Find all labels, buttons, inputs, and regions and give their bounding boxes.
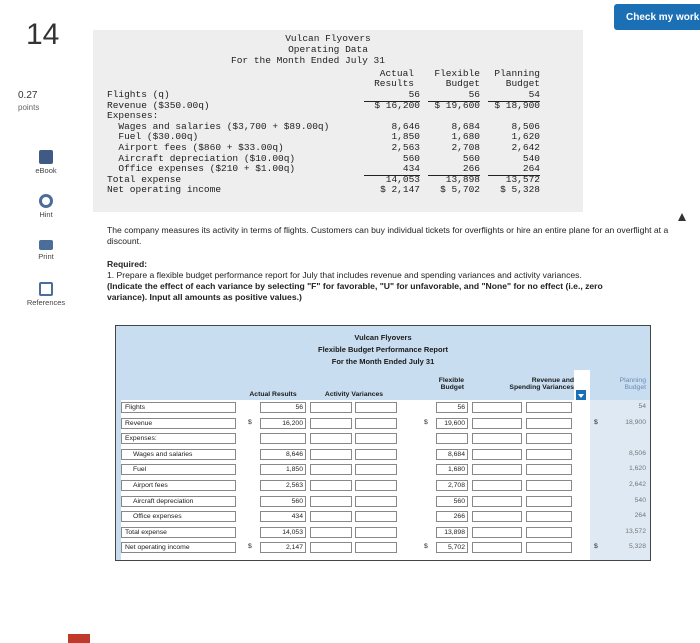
variance-input-field[interactable] — [310, 402, 352, 413]
operating-row-label: Aircraft depreciation ($10.00q) — [107, 152, 296, 164]
flexible-budget-field[interactable]: 8,684 — [436, 449, 468, 460]
planning-budget-value: 13,572 — [625, 527, 646, 535]
report-row-label[interactable]: Total expense — [121, 527, 236, 538]
col-plan-line-1: Planning — [619, 377, 646, 384]
variance-input-field[interactable] — [310, 542, 352, 553]
variance-input-field[interactable] — [472, 402, 522, 413]
variance-input-field[interactable] — [355, 511, 397, 522]
label-column-header — [116, 370, 238, 400]
col-revenue-spending — [470, 370, 574, 400]
hint-link[interactable] — [18, 194, 74, 219]
col-flex-line-2: Budget — [440, 384, 464, 391]
points-label: points — [18, 103, 40, 112]
variance-input-field[interactable] — [472, 480, 522, 491]
operating-value-plan: 13,572 — [505, 173, 540, 185]
col-plan-line-2: Budget — [624, 384, 646, 391]
points-display — [18, 90, 39, 114]
actual-results-field[interactable]: 2,563 — [260, 480, 306, 491]
planning-budget-value: 5,328 — [628, 543, 646, 551]
variance-input-field[interactable] — [310, 496, 352, 507]
variance-input-field[interactable] — [310, 511, 352, 522]
flexible-budget-field[interactable]: 13,898 — [436, 527, 468, 538]
check-my-work-button[interactable]: Check my work — [614, 4, 700, 30]
required-heading: Required: — [107, 259, 148, 269]
variance-input-field[interactable] — [472, 511, 522, 522]
variance-input-field[interactable] — [355, 496, 397, 507]
actual-results-field[interactable]: 1,850 — [260, 464, 306, 475]
operating-title: Operating Data — [288, 44, 368, 55]
flexible-budget-field[interactable]: 560 — [436, 496, 468, 507]
planning-budget-value: 8,506 — [628, 449, 646, 457]
currency-symbol: $ — [424, 418, 428, 426]
references-icon — [39, 282, 53, 296]
variance-input-field[interactable] — [355, 464, 397, 475]
operating-value-flex: $ 5,702 — [440, 184, 480, 196]
actual-results-field[interactable]: 16,200 — [260, 418, 306, 429]
report-row-label[interactable]: Fuel — [121, 464, 236, 475]
currency-symbol: $ — [248, 543, 252, 551]
question-number: 14 — [26, 18, 60, 51]
brand-logo — [68, 634, 90, 643]
operating-value-actual: $ 16,200 — [374, 99, 420, 111]
actual-results-field[interactable]: 560 — [260, 496, 306, 507]
flexible-budget-field[interactable]: 56 — [436, 402, 468, 413]
operating-value-plan: 264 — [488, 164, 540, 176]
col-rev-line-1: Revenue and — [531, 377, 574, 384]
variance-input-field[interactable] — [526, 449, 572, 460]
flexible-budget-field[interactable]: 19,600 — [436, 418, 468, 429]
variance-input-field[interactable] — [472, 418, 522, 429]
operating-value-flex: 8,684 — [451, 120, 480, 132]
currency-symbol: $ — [594, 543, 598, 551]
flexible-budget-field[interactable]: 2,708 — [436, 480, 468, 491]
operating-value-actual: 2,563 — [391, 142, 420, 153]
operating-row-label: Fuel ($30.00q) — [107, 131, 199, 143]
variance-input-field[interactable] — [472, 449, 522, 460]
col-flex-1: Flexible — [434, 68, 480, 79]
ebook-label: eBook — [35, 166, 57, 175]
operating-value-flex: 2,708 — [451, 142, 480, 153]
variance-input-field[interactable] — [472, 433, 522, 444]
report-row-label[interactable]: Wages and salaries — [121, 449, 236, 460]
variance-input-field[interactable] — [310, 418, 352, 429]
report-row-label[interactable]: Flights — [121, 402, 236, 413]
flexible-budget-field[interactable]: 1,680 — [436, 464, 468, 475]
report-row-label[interactable]: Office expenses — [121, 511, 236, 522]
col-plan-1: Planning — [494, 68, 540, 79]
variance-input-field[interactable] — [472, 527, 522, 538]
operating-value-flex: 56 — [428, 90, 480, 102]
report-row-label[interactable]: Net operating income — [121, 542, 236, 553]
planning-budget-value: 18,900 — [625, 418, 646, 426]
operating-row-label: Office expenses ($210 + $1.00q) — [107, 163, 296, 175]
print-link[interactable] — [18, 238, 74, 261]
operating-period: For the Month Ended July 31 — [231, 55, 385, 66]
currency-symbol: $ — [248, 418, 252, 426]
planning-budget-value: 2,642 — [628, 481, 646, 488]
operating-row-label: Expenses: — [107, 110, 159, 122]
report-row-label[interactable]: Expenses: — [121, 433, 236, 444]
actual-results-field[interactable]: 56 — [260, 402, 306, 413]
col-plan-2: Budget — [505, 78, 540, 89]
currency-symbol: $ — [424, 543, 428, 551]
variance-input-field[interactable] — [526, 511, 572, 522]
planning-budget-value: 54 — [638, 403, 646, 410]
actual-results-field[interactable]: 2,147 — [260, 542, 306, 553]
operating-value-actual: 14,053 — [385, 173, 420, 185]
operating-company: Vulcan Flyovers — [285, 33, 371, 44]
print-label: Print — [38, 252, 54, 261]
planning-budget-value: 540 — [634, 496, 646, 504]
required-instruction-1: 1. Prepare a flexible budget performance report for July that includes revenue and spending variances and activity variances. — [107, 270, 582, 280]
operating-value-flex: 1,680 — [451, 131, 480, 143]
col-activity-variances: Activity Variances — [308, 370, 400, 400]
report-period: For the Month Ended July 31 — [331, 357, 435, 366]
book-icon — [39, 150, 53, 164]
operating-value-plan: 54 — [488, 90, 540, 102]
mouse-cursor — [678, 213, 686, 221]
operating-value-flex: 560 — [462, 152, 480, 164]
operating-row-label: Airport fees ($860 + $33.00q) — [107, 142, 284, 153]
variance-input-field[interactable] — [310, 527, 352, 538]
col-rev-line-2: Spending Variances — [509, 384, 574, 391]
variance-input-field[interactable] — [355, 480, 397, 491]
references-link[interactable] — [18, 282, 74, 307]
operating-value-actual: 1,850 — [391, 131, 420, 143]
report-row-label[interactable]: Aircraft depreciation — [121, 496, 236, 507]
actual-results-field[interactable]: 8,646 — [260, 449, 306, 460]
variance-input-field[interactable] — [526, 496, 572, 507]
variance-input-field[interactable] — [310, 464, 352, 475]
variance-input-field[interactable] — [526, 464, 572, 475]
flexible-budget-field[interactable]: 266 — [436, 511, 468, 522]
variance-input-field[interactable] — [526, 418, 572, 429]
operating-value-plan: 540 — [522, 152, 540, 164]
flexible-budget-field[interactable] — [436, 433, 468, 444]
variance-input-field[interactable] — [355, 449, 397, 460]
report-row-label[interactable]: Revenue — [121, 418, 236, 429]
flexible-budget-field[interactable]: 5,702 — [436, 542, 468, 553]
variance-input-field[interactable] — [355, 418, 397, 429]
hint-label: Hint — [39, 210, 53, 219]
planning-budget-value: 1,620 — [628, 465, 646, 473]
operating-value-plan: 2,642 — [511, 142, 540, 153]
operating-row-label: Net operating income — [107, 184, 222, 196]
operating-row-label: Revenue ($350.00q) — [107, 99, 210, 111]
col-flex-line-1: Flexible — [438, 377, 464, 384]
variance-input-field[interactable] — [526, 527, 572, 538]
problem-description: The company measures its activity in terms of flights. Customers can buy individual tickets for overflights or hire an entire plane for an overflight at a discount. — [107, 225, 669, 246]
col-actual-results: Actual Results — [238, 370, 308, 400]
variance-input-field[interactable] — [526, 402, 572, 413]
variance-input-field[interactable] — [526, 433, 572, 444]
operating-row-label: Total expense — [107, 173, 182, 185]
operating-value-plan: 8,506 — [511, 120, 540, 132]
variance-input-field[interactable] — [472, 496, 522, 507]
ebook-link[interactable] — [18, 150, 74, 175]
report-title: Flexible Budget Performance Report — [317, 345, 449, 354]
variance-input-field[interactable] — [310, 433, 352, 444]
planning-budget-value: 264 — [634, 512, 646, 520]
flexible-budget-report — [115, 325, 651, 561]
references-label: References — [26, 298, 66, 307]
operating-value-plan: $ 18,900 — [494, 99, 540, 111]
col-planning-budget — [590, 370, 650, 400]
col-flexible-budget — [400, 370, 470, 400]
operating-value-flex: $ 19,600 — [434, 99, 480, 111]
printer-icon — [39, 240, 53, 250]
operating-value-actual: $ 2,147 — [380, 184, 420, 196]
operating-row-label: Flights (q) — [107, 89, 170, 100]
report-company: Vulcan Flyovers — [354, 333, 412, 342]
variance-input-field[interactable] — [310, 449, 352, 460]
operating-value-flex: 13,898 — [445, 173, 480, 185]
required-instruction-2: (Indicate the effect of each variance by selecting "F" for favorable, "U" for unfavorable, and "None" for no effect (i.e., zero — [107, 281, 603, 291]
variance-input-field[interactable] — [526, 480, 572, 491]
col-actual-1: Actual — [379, 68, 414, 79]
variance-input-field[interactable] — [355, 527, 397, 538]
operating-row-label: Wages and salaries ($3,700 + $89.00q) — [107, 120, 330, 132]
variance-input-field[interactable] — [472, 464, 522, 475]
col-flex-2: Budget — [445, 78, 480, 89]
operating-value-plan: 1,620 — [511, 131, 540, 143]
variance-input-field[interactable] — [355, 433, 397, 444]
currency-symbol: $ — [594, 418, 598, 426]
operating-value-actual: 56 — [364, 90, 420, 102]
points-value: 0.27 — [18, 90, 38, 101]
operating-value-actual: 434 — [364, 164, 420, 176]
hint-icon — [39, 194, 53, 208]
operating-value-actual: 8,646 — [391, 120, 420, 132]
actual-results-field[interactable]: 434 — [260, 511, 306, 522]
operating-value-flex: 266 — [428, 164, 480, 176]
variance-input-field[interactable] — [472, 542, 522, 553]
required-instruction-3: variance). Input all amounts as positive values.) — [107, 292, 302, 302]
variance-input-field[interactable] — [355, 542, 397, 553]
operating-value-actual: 560 — [402, 152, 420, 164]
operating-value-plan: $ 5,328 — [500, 184, 540, 196]
report-row-label[interactable]: Airport fees — [121, 480, 236, 491]
variance-input-field[interactable] — [310, 480, 352, 491]
actual-results-field[interactable] — [260, 433, 306, 444]
column-menu-chevron-icon[interactable] — [576, 390, 586, 400]
variance-input-field[interactable] — [526, 542, 572, 553]
actual-results-field[interactable]: 14,053 — [260, 527, 306, 538]
variance-input-field[interactable] — [355, 402, 397, 413]
col-actual-2: Results — [374, 78, 414, 89]
